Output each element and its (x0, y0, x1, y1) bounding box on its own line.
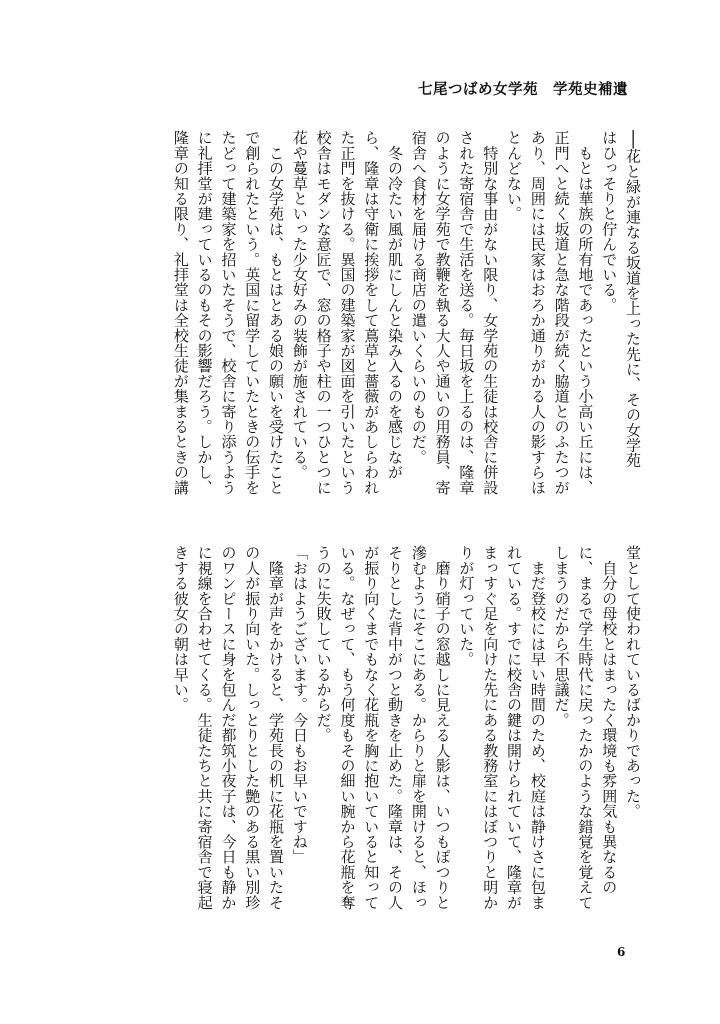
text-line: のように女学苑で教鞭を執る大人や通いの用務員、寄 (433, 130, 452, 495)
text-line: された寄宿舎で生活を送る。毎日坂を上るのは、隆章 (457, 130, 476, 495)
text-line: が振り向くまでもなく花瓶を胸に抱いていると知って (362, 545, 381, 910)
text-line: の人が振り向いた。しっとりとした艶のある黒い別珍 (243, 545, 262, 910)
text-line: この女学苑は、もとはとある娘の願いを受けたこと (267, 130, 286, 495)
text-line: 特別な事由がない限り、女学苑の生徒は校舎に併設 (481, 130, 500, 495)
text-line: うのに失敗しているからだ。 (314, 545, 333, 743)
text-line: いる。なぜって、もう何度もその細い腕から花瓶を奪 (338, 545, 357, 910)
text-block-lower (168, 545, 644, 923)
text-line: 冬の冷たい風が肌にしんと染み入るのを感じなが (386, 130, 405, 480)
text-line: とんどない。 (505, 130, 524, 222)
text-line: 自分の母校とはまったく環境も雰囲気も異なるの (600, 545, 619, 895)
text-line: に視線を合わせてくる。生徒たちと共に寄宿舎で寝起 (195, 545, 214, 910)
text-line: まっすぐ足を向けた先にある教務室にはぼつりと明か (481, 545, 500, 910)
running-header: 七尾つばめ女学苑 学苑史補遺 (418, 81, 628, 98)
text-line: 花や蔓草といった少女好みの装飾が施されている。 (290, 130, 309, 480)
text-line: 宿舎へ食材を届ける商店の遣いくらいのものだ。 (409, 130, 428, 465)
text-line: で創られたという。英国に留学していたときの伝手を (243, 130, 262, 495)
text-line: 隆章が声をかけると、学苑長の机に花瓶を置いたそ (267, 545, 286, 910)
text-line: れている。すでに校舎の鍵は開けられていて、隆章が (505, 545, 524, 910)
text-line: 磨り硝子の窓越しに見える人影は、いつもぽつりと (433, 545, 452, 910)
text-line: りが灯っていた。 (457, 545, 476, 667)
text-line: はひっそりと佇んでいる。 (600, 130, 619, 313)
text-line: ──花と緑が連なる坂道を上った先に、その女学苑 (624, 130, 642, 468)
text-line: のワンピースに身を包んだ都筑小夜子は、今日も静か (219, 545, 238, 910)
text-line: 正門へと続く坂道と急な階段が続く脇道とのふたつが (552, 130, 571, 495)
text-line: 校舎はモダンな意匠で、窓の格子や柱の一つひとつに (314, 130, 333, 495)
text-line: に、まるで学生時代に戻ったかのような錯覚を覚えて (576, 545, 595, 910)
text-block-upper (168, 130, 644, 508)
text-line: に礼拝堂が建っているのもその影響だろう。しかし、 (195, 130, 214, 495)
text-line: きする彼女の朝は早い。 (171, 545, 190, 713)
text-line: まだ登校には早い時間のため、校庭は静けさに包ま (528, 545, 547, 910)
text-line: 「おはようございます。今日もお早いですね」 (290, 545, 309, 865)
page-number: 6 (617, 945, 626, 959)
text-line: あり、周囲には民家はおろか通りがかる人の影すらほ (528, 130, 547, 495)
text-line: そりとした背中がつと動きを止めた。隆章は、その人 (386, 545, 405, 910)
text-line: た正門を抜ける。異国の建築家が図面を引いたという (338, 130, 357, 495)
text-line: ら、隆章は守衛に挨拶をして蔦草と薔薇があしらわれ (362, 130, 381, 495)
text-line: 堂として使われているばかりであった。 (624, 545, 642, 819)
text-line: たどって建築家を招いたそうで、校舎に寄り添うよう (219, 130, 238, 495)
text-line: 滲むようにそこにある。からりと扉を開けると、ほっ (409, 545, 428, 910)
text-line: 隆章の知る限り、礼拝堂は全校生徒が集まるときの講 (171, 130, 190, 495)
text-line: もとは華族の所有地であったという小高い丘には、 (576, 130, 595, 495)
text-line: しまうのだから不思議だ。 (552, 545, 571, 728)
